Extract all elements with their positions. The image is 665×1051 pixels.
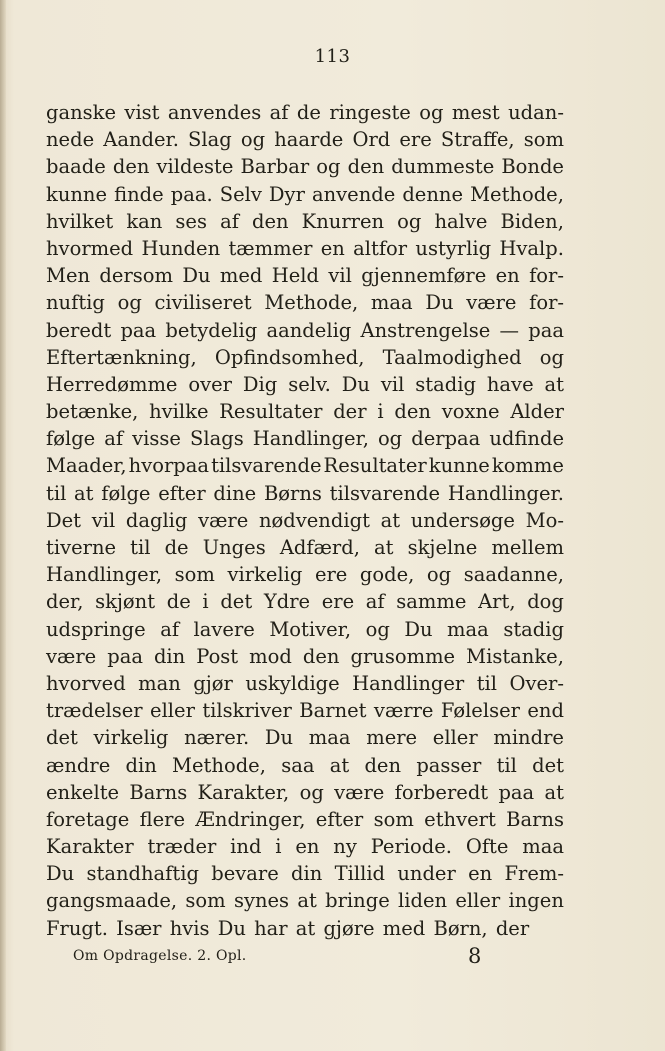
word: dummeste: [391, 155, 495, 179]
word: for-: [529, 264, 564, 288]
word: ændre: [46, 753, 111, 777]
word: Du: [46, 862, 75, 886]
word: Dig: [242, 372, 278, 396]
word: foretage: [46, 807, 130, 831]
word: efter: [158, 481, 206, 505]
word: hvormed: [46, 236, 134, 260]
word: og: [299, 780, 324, 804]
text-line: [46, 317, 564, 344]
text-line: [46, 99, 564, 126]
word: paa: [107, 644, 143, 668]
word: Eftertænkning,: [46, 345, 197, 369]
word: Du: [425, 291, 454, 315]
word: betydelig: [165, 318, 258, 342]
text-line: [46, 724, 564, 751]
word: over: [188, 372, 233, 396]
word: følge: [46, 427, 96, 451]
text-line: [46, 833, 564, 860]
word: paa.: [170, 182, 213, 206]
word: samme: [396, 590, 467, 614]
word: Følelser: [440, 699, 520, 723]
word: som: [523, 128, 564, 152]
footer-title: Om Opdragelse. 2. Opl.: [73, 948, 247, 964]
text-line: [46, 534, 564, 561]
word: dine: [213, 481, 257, 505]
word: ny: [333, 835, 357, 859]
word: til: [496, 753, 517, 777]
word: paa: [120, 318, 157, 342]
word: man: [138, 671, 181, 695]
word: ses: [175, 209, 207, 233]
word: Ofte: [465, 835, 509, 859]
text-line: [46, 697, 564, 724]
word: Slag: [188, 128, 232, 152]
word: udfinde: [489, 427, 564, 451]
word: ustyrlig: [415, 236, 492, 260]
text-line: [46, 752, 564, 779]
word: Men: [46, 264, 91, 288]
text-line: [46, 588, 564, 615]
word: tilsvarende: [329, 481, 441, 505]
word: til: [46, 481, 67, 505]
text-line: [46, 643, 564, 670]
word: nede: [46, 128, 95, 152]
word: stadig: [415, 372, 476, 396]
word: eller: [455, 889, 501, 913]
word: selv.: [288, 372, 331, 396]
word: at: [329, 753, 350, 777]
word: Art,: [478, 590, 516, 614]
word: Ord: [352, 128, 391, 152]
word: Børns: [263, 481, 322, 505]
word: en: [468, 862, 493, 886]
word: en: [320, 236, 345, 260]
text-line: [46, 398, 564, 425]
word: den: [364, 753, 402, 777]
word: de: [164, 536, 189, 559]
word: standhaftig: [86, 862, 199, 886]
word: den: [394, 400, 431, 424]
word: derpaa: [411, 427, 481, 451]
word: en: [495, 264, 520, 288]
word: og: [316, 155, 341, 179]
word: skjelne: [407, 536, 478, 559]
word: enkelte: [46, 780, 120, 804]
word: liden: [398, 889, 448, 913]
word: at: [374, 536, 394, 559]
word: og: [365, 617, 390, 641]
word: Hvalp.: [499, 236, 564, 260]
word: værre: [373, 699, 434, 723]
word: eller: [432, 726, 478, 750]
word: maa: [308, 726, 351, 750]
word: voxne: [441, 400, 500, 424]
word: Du: [264, 726, 294, 750]
word: og: [377, 427, 403, 451]
word: ere: [399, 128, 432, 152]
word: af: [220, 209, 239, 233]
word: trædelser: [46, 699, 143, 723]
word: vildeste: [156, 155, 234, 179]
word: være: [46, 644, 97, 668]
word: hvis: [169, 916, 210, 940]
word: ere: [314, 563, 348, 587]
text-line: [46, 915, 564, 942]
word: Barns: [129, 780, 188, 804]
word: de: [166, 590, 191, 614]
text-line: [46, 561, 564, 588]
word: den: [112, 155, 150, 179]
word: anvende: [311, 182, 396, 206]
word: Handlinger,: [252, 427, 369, 451]
word: være: [334, 780, 385, 804]
word: kan: [126, 209, 163, 233]
word: der: [333, 400, 367, 424]
word: mest: [451, 101, 500, 124]
word: til: [130, 536, 151, 559]
word: synes: [233, 889, 290, 913]
word: Handlinger,: [46, 563, 163, 587]
word: Post: [196, 644, 239, 668]
word: Det: [46, 508, 82, 532]
text-line: [46, 616, 564, 643]
signature-mark: 8: [468, 944, 482, 968]
word: Ændringer,: [195, 807, 306, 831]
page-number: 113: [314, 46, 351, 67]
word: Børn,: [433, 916, 488, 940]
text-line: [46, 452, 564, 479]
word: Du: [404, 617, 433, 641]
word: de: [296, 101, 321, 124]
word: Frem-: [504, 862, 564, 886]
word: Du: [217, 916, 246, 940]
word: Adfærd,: [279, 536, 360, 559]
word: finde: [114, 182, 164, 206]
word: virkelig: [93, 726, 169, 750]
text-line: [46, 289, 564, 316]
word: Handlinger.: [447, 481, 564, 505]
word: gode,: [359, 563, 415, 587]
word: i: [377, 400, 384, 424]
word: Opfindsomhed,: [214, 345, 365, 369]
word: til: [476, 671, 497, 695]
word: og: [539, 345, 564, 369]
word: ind: [230, 835, 262, 859]
word: af: [160, 617, 180, 641]
word: uskyldige: [245, 671, 340, 695]
word: kunne: [46, 182, 108, 206]
word: tilsvarende: [211, 454, 322, 478]
word: tilskriver: [202, 699, 292, 723]
word: halve: [434, 209, 488, 233]
word: det: [220, 590, 253, 614]
word: saa: [281, 753, 315, 777]
word: den: [302, 644, 340, 668]
word: daglig: [125, 508, 188, 532]
word: vil: [328, 264, 352, 288]
word: Over-: [509, 671, 564, 695]
word: det: [46, 726, 78, 750]
word: vist: [124, 101, 160, 124]
word: forberedt: [394, 780, 489, 804]
word: civiliseret: [154, 291, 252, 315]
word: Barns: [506, 807, 564, 831]
word: —: [499, 318, 519, 342]
word: ethvert: [424, 807, 496, 831]
word: bevare: [211, 862, 279, 886]
word: i: [275, 835, 282, 859]
body-text: [46, 99, 564, 942]
word: den: [251, 209, 289, 233]
word: følge: [101, 481, 151, 505]
word: gjør: [193, 671, 233, 695]
word: gangsmaade,: [46, 889, 178, 913]
word: udan-: [508, 101, 564, 124]
word: Frugt.: [46, 916, 108, 940]
word: din: [125, 753, 157, 777]
word: Dyr: [268, 182, 305, 206]
word: Resultater: [219, 400, 323, 424]
word: maa: [522, 835, 564, 859]
word: ganske: [46, 101, 117, 124]
word: tiverne: [46, 536, 117, 559]
word: lavere: [193, 617, 255, 641]
word: hvorved: [46, 671, 126, 695]
word: Motiver,: [269, 617, 352, 641]
word: at: [295, 916, 316, 940]
word: mere: [366, 726, 418, 750]
word: under: [397, 862, 456, 886]
word: udspringe: [46, 617, 146, 641]
word: Ydre: [263, 590, 311, 614]
word: Tillid: [334, 862, 386, 886]
word: ringeste: [329, 101, 411, 124]
word: paa: [528, 318, 564, 342]
word: maa: [370, 291, 413, 315]
word: Methode,: [470, 182, 564, 206]
text-line: [46, 181, 564, 208]
word: at: [297, 889, 317, 913]
word: din: [153, 644, 186, 668]
word: visse: [132, 427, 181, 451]
word: der: [495, 916, 530, 940]
word: grusomme: [350, 644, 456, 668]
word: haarde: [274, 128, 344, 152]
word: saadanne,: [463, 563, 564, 587]
word: som: [373, 807, 414, 831]
text-line: [46, 887, 564, 914]
word: for-: [529, 291, 564, 315]
word: og: [240, 128, 266, 152]
word: hvilke: [149, 400, 209, 424]
word: Maader,: [46, 454, 127, 478]
word: Resultater: [323, 454, 427, 478]
text-line: [46, 670, 564, 697]
word: aandelig: [266, 318, 352, 342]
word: virkelig: [227, 563, 303, 587]
text-line: [46, 153, 564, 180]
word: Periode.: [370, 835, 452, 859]
word: betænke,: [46, 400, 139, 424]
word: Methode,: [172, 753, 266, 777]
text-line: [46, 480, 564, 507]
text-line: [46, 860, 564, 887]
word: end: [527, 699, 564, 723]
word: Du: [341, 372, 370, 396]
word: være: [198, 508, 249, 532]
word: Slags: [190, 427, 244, 451]
word: Selv: [219, 182, 262, 206]
word: undersøge: [410, 508, 515, 532]
text-line: [46, 371, 564, 398]
word: baade: [46, 155, 106, 179]
word: skjønt: [95, 590, 156, 614]
word: bringe: [325, 889, 390, 913]
text-line: [46, 262, 564, 289]
word: Aander.: [103, 128, 179, 152]
word: Du: [182, 264, 211, 288]
word: som: [174, 563, 215, 587]
word: stadig: [503, 617, 564, 641]
text-line: [46, 208, 564, 235]
word: vil: [91, 508, 116, 532]
word: hvorpaa: [128, 454, 210, 478]
text-line: [46, 344, 564, 371]
word: flere: [139, 807, 186, 831]
word: Biden,: [500, 209, 564, 233]
word: mod: [249, 644, 292, 668]
word: Alder: [510, 400, 564, 424]
word: Taalmodighed: [382, 345, 522, 369]
word: nødvendigt: [258, 508, 370, 532]
word: ere: [321, 590, 355, 614]
word: Bonde: [501, 155, 564, 179]
text-line: [46, 806, 564, 833]
word: vil: [380, 372, 405, 396]
word: eller: [150, 699, 195, 723]
word: nuftig: [46, 291, 105, 315]
word: Karakter: [46, 835, 134, 859]
word: Straffe,: [440, 128, 515, 152]
word: af: [269, 101, 289, 124]
word: denne: [402, 182, 464, 206]
word: og: [117, 291, 142, 315]
word: Unges: [202, 536, 266, 559]
word: passer: [416, 753, 482, 777]
text-line: [46, 507, 564, 534]
word: nærer.: [184, 726, 250, 750]
word: mellem: [491, 536, 564, 559]
word: Held: [271, 264, 320, 288]
text-line: [46, 235, 564, 262]
word: tæmmer: [228, 236, 313, 260]
word: træder: [147, 835, 217, 859]
word: anvendes: [167, 101, 262, 124]
text-line: [46, 779, 564, 806]
word: og: [419, 101, 444, 124]
word: Knurren: [301, 209, 385, 233]
word: gjennemføre: [361, 264, 487, 288]
word: og: [397, 209, 422, 233]
word: maa: [447, 617, 489, 641]
text-line: [46, 126, 564, 153]
word: at: [74, 481, 94, 505]
word: og: [426, 563, 452, 587]
word: Barnet: [299, 699, 367, 723]
word: af: [365, 590, 385, 614]
word: komme: [491, 454, 564, 478]
word: at: [544, 780, 564, 804]
word: har: [254, 916, 288, 940]
word: Anstrengelse: [360, 318, 491, 342]
word: Hunden: [141, 236, 221, 260]
word: Barbar: [240, 155, 310, 179]
word: Karakter,: [197, 780, 290, 804]
word: paa: [498, 780, 535, 804]
text-line: [46, 425, 564, 452]
word: at: [544, 372, 564, 396]
word: Herredømme: [46, 372, 178, 396]
word: det: [532, 753, 564, 777]
word: med: [219, 264, 263, 288]
word: dog: [527, 590, 564, 614]
word: dersom: [99, 264, 174, 288]
word: den: [347, 155, 385, 179]
word: hvilket: [46, 209, 114, 233]
word: beredt: [46, 318, 112, 342]
word: ingen: [508, 889, 564, 913]
word: Handlinger: [352, 671, 465, 695]
word: som: [185, 889, 226, 913]
word: at: [380, 508, 401, 532]
word: have: [486, 372, 534, 396]
word: Mo-: [525, 508, 564, 532]
word: af: [104, 427, 124, 451]
page-left-edge: [0, 0, 6, 1051]
word: Især: [116, 916, 162, 940]
word: altfor: [353, 236, 408, 260]
word: din: [291, 862, 323, 886]
word: Mistanke,: [466, 644, 564, 668]
word: med: [382, 916, 426, 940]
word: være: [466, 291, 517, 315]
word: Methode,: [264, 291, 359, 315]
word: efter: [315, 807, 364, 831]
word: gjøre: [323, 916, 375, 940]
word: der,: [46, 590, 84, 614]
word: i: [202, 590, 209, 614]
word: kunne: [428, 454, 490, 478]
word: mindre: [493, 726, 564, 750]
word: en: [295, 835, 320, 859]
